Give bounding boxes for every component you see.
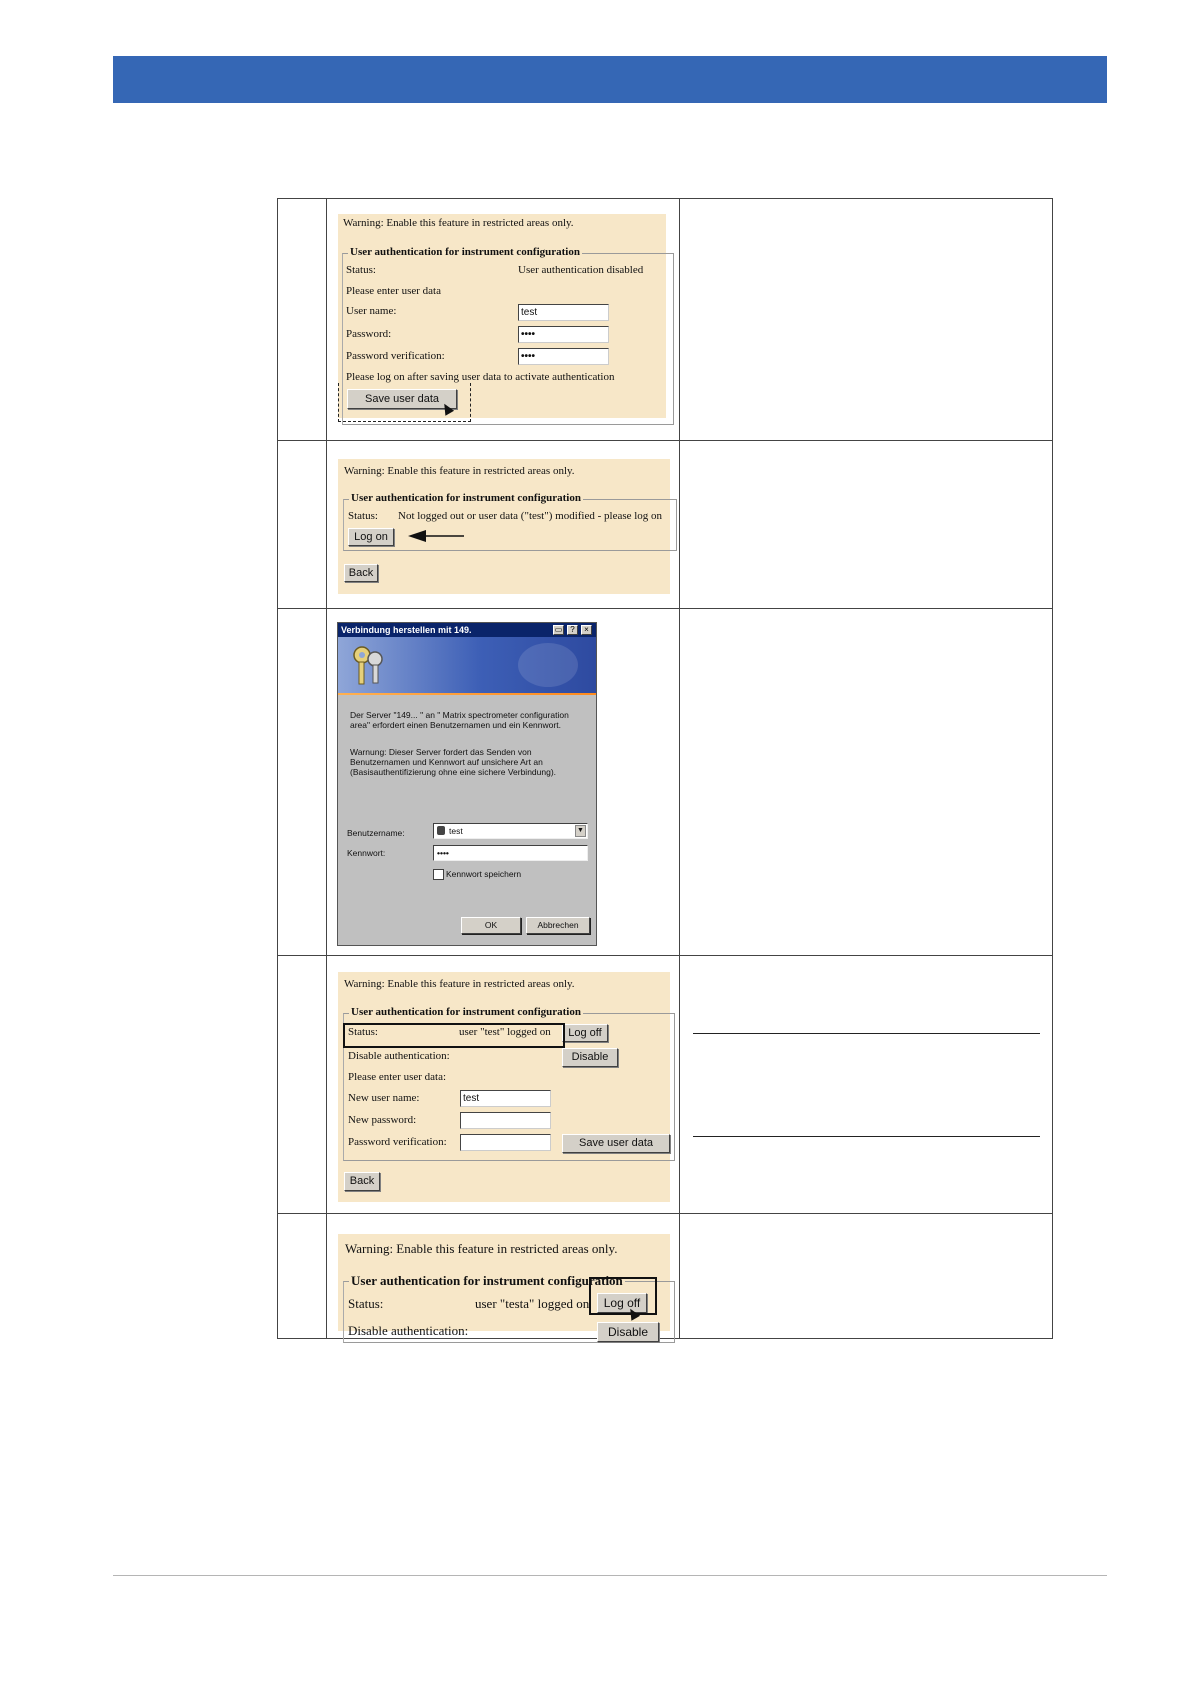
login-dialog — [337, 622, 597, 946]
warning-text: Warning: Enable this feature in restricted areas only. — [344, 465, 575, 477]
password-label: Password: — [346, 328, 392, 340]
new-password-input[interactable] — [460, 1112, 551, 1129]
note-text: Please log on after saving user data to activate authentication — [346, 371, 615, 383]
status-value: User authentication disabled — [518, 264, 644, 276]
screenshot-log-on — [338, 459, 670, 594]
warning-text: Warning: Enable this feature in restricted areas only. — [344, 978, 575, 990]
disable-button[interactable]: Disable — [597, 1322, 659, 1342]
verify-label: Password verification: — [346, 350, 445, 362]
password-label: Kennwort: — [347, 848, 386, 858]
minimize-icon[interactable]: ▭ — [554, 625, 563, 634]
cancel-button[interactable]: Abbrechen — [526, 917, 590, 934]
dialog-title: Verbindung herstellen mit 149. — [338, 623, 596, 637]
status-label: Status: — [348, 1296, 384, 1311]
username-combo[interactable] — [433, 823, 588, 839]
prompt-text: Please enter user data — [346, 285, 441, 297]
status-label: Status: — [348, 510, 378, 522]
new-username-input[interactable]: test — [460, 1090, 551, 1107]
remember-label: Kennwort speichern — [446, 869, 522, 879]
logoff-highlight-box — [589, 1277, 657, 1315]
banner-logo-icon — [518, 643, 578, 687]
verify-input[interactable] — [460, 1134, 551, 1151]
username-input[interactable]: test — [518, 304, 609, 321]
new-username-label: New user name: — [348, 1092, 420, 1104]
note-rule-bottom — [693, 1136, 1040, 1137]
chevron-down-icon[interactable]: ▼ — [575, 825, 586, 837]
status-highlight-box — [343, 1023, 565, 1048]
dialog-text-1: Der Server "149... " an " Matrix spectrometer configuration area" erfordert einen Benutzernamen und ein Kennwort. — [350, 710, 569, 730]
log-off-button[interactable]: Log off — [597, 1293, 647, 1313]
keys-icon — [348, 643, 388, 687]
help-icon[interactable]: ? — [567, 625, 578, 635]
header-bar — [113, 56, 1107, 103]
remember-checkbox[interactable] — [433, 869, 444, 880]
disable-label: Disable authentication: — [348, 1323, 469, 1338]
password-input[interactable]: •••• — [433, 845, 588, 861]
back-button[interactable]: Back — [344, 1172, 380, 1191]
fieldset-legend: User authentication for instrument configuration — [351, 1273, 623, 1288]
status-value: user "testa" logged on — [475, 1296, 590, 1311]
save-user-data-button[interactable]: Save user data — [347, 389, 457, 409]
arrow-left-icon — [406, 528, 466, 544]
verify-input[interactable]: •••• — [518, 348, 609, 365]
log-on-button[interactable]: Log on — [348, 528, 394, 546]
verify-label: Password verification: — [348, 1136, 447, 1148]
log-off-button[interactable]: Log off — [562, 1024, 608, 1042]
status-label: Status: — [348, 1026, 378, 1038]
fieldset-legend: User authentication for instrument configuration — [350, 246, 580, 258]
username-label: Benutzername: — [347, 828, 405, 838]
status-value: Not logged out or user data ("test") modified - please log on — [398, 510, 663, 522]
close-icon[interactable]: × — [581, 625, 592, 635]
status-label: Status: — [346, 264, 376, 276]
prompt-text: Please enter user data: — [348, 1071, 447, 1083]
highlight-dashed — [338, 383, 471, 422]
status-value: user "test" logged on — [459, 1026, 551, 1038]
warning-text: Warning: Enable this feature in restricted areas only. — [343, 217, 574, 229]
warning-text: Warning: Enable this feature in restricted areas only. — [345, 1241, 618, 1256]
disable-label: Disable authentication: — [348, 1050, 450, 1062]
ok-button[interactable]: OK — [461, 917, 521, 934]
note-rule-top — [693, 1033, 1040, 1034]
username-value: test — [449, 826, 463, 836]
save-user-data-button[interactable]: Save user data — [562, 1134, 670, 1153]
dialog-banner — [338, 637, 596, 693]
screenshot-logged-on — [338, 972, 670, 1202]
fieldset-legend: User authentication for instrument configuration — [351, 492, 581, 504]
fieldset-legend: User authentication for instrument configuration — [351, 1006, 581, 1018]
footer-line — [113, 1575, 1107, 1576]
new-password-label: New password: — [348, 1114, 417, 1126]
dialog-text-2: Warnung: Dieser Server fordert das Senden von Benutzernamen und Kennwort auf unsichere Art an (Basisauthentifizierung ohne eine sichere Verbindung). — [350, 747, 557, 777]
user-icon — [437, 826, 445, 835]
banner-line — [338, 693, 596, 695]
password-input[interactable]: •••• — [518, 326, 609, 343]
disable-button[interactable]: Disable — [562, 1048, 618, 1067]
back-button[interactable]: Back — [344, 564, 378, 582]
username-label: User name: — [346, 305, 397, 317]
